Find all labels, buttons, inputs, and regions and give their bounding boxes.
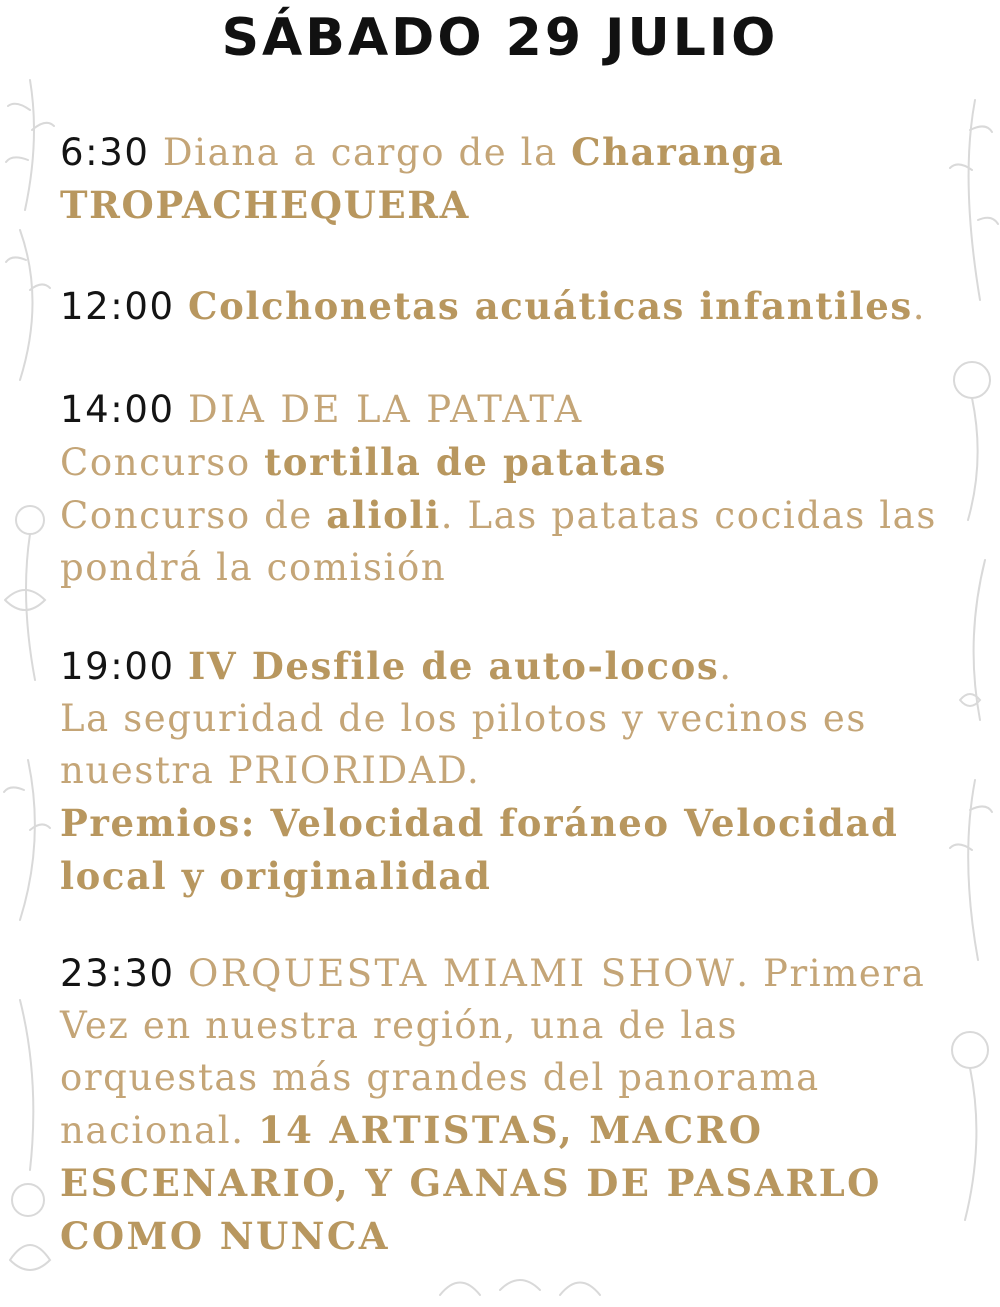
event-23-30 <box>60 948 940 1263</box>
event-time: 23:30 <box>60 952 175 995</box>
event-time: 6:30 <box>60 131 150 174</box>
event-title: DIA DE LA PATATA <box>188 388 584 431</box>
event-highlight: Colchonetas acuáticas infantiles <box>188 284 913 328</box>
event-12-00 <box>60 280 940 333</box>
event-text: . <box>912 285 927 328</box>
event-highlight: IV Desfile de auto-locos <box>188 644 720 688</box>
event-title: ORQUESTA MIAMI SHOW <box>188 952 737 995</box>
event-14-00 <box>60 384 940 594</box>
page-title: SÁBADO 29 JULIO <box>221 8 779 68</box>
event-time: 12:00 <box>60 285 175 328</box>
event-6-30 <box>60 126 940 232</box>
event-highlight: alioli <box>326 493 441 537</box>
event-text: Concurso <box>60 441 251 484</box>
event-text: . Las patatas cocidas las pondrá la comisión <box>60 494 937 589</box>
event-highlight: tortilla de patatas <box>264 440 667 484</box>
event-time: 14:00 <box>60 388 175 431</box>
event-highlight: 14 ARTISTAS, MACRO ESCENARIO, Y GANAS DE PASARLO COMO NUNCA <box>60 1108 882 1258</box>
event-text: Concurso de <box>60 494 313 537</box>
event-text: . <box>719 645 733 688</box>
event-text: Diana a cargo de la <box>162 131 558 174</box>
event-text: . Primera Vez en nuestra región, una de las orquestas más grandes del panorama nacional. <box>60 952 926 1152</box>
event-highlight: Premios: Velocidad foráneo Velocidad local y originalidad <box>60 801 899 898</box>
event-19-00 <box>60 640 940 903</box>
event-text: La seguridad de los pilotos y vecinos es nuestra PRIORIDAD. <box>60 697 867 792</box>
event-time: 19:00 <box>60 645 175 688</box>
event-highlight: Charanga TROPACHEQUERA <box>60 130 785 227</box>
